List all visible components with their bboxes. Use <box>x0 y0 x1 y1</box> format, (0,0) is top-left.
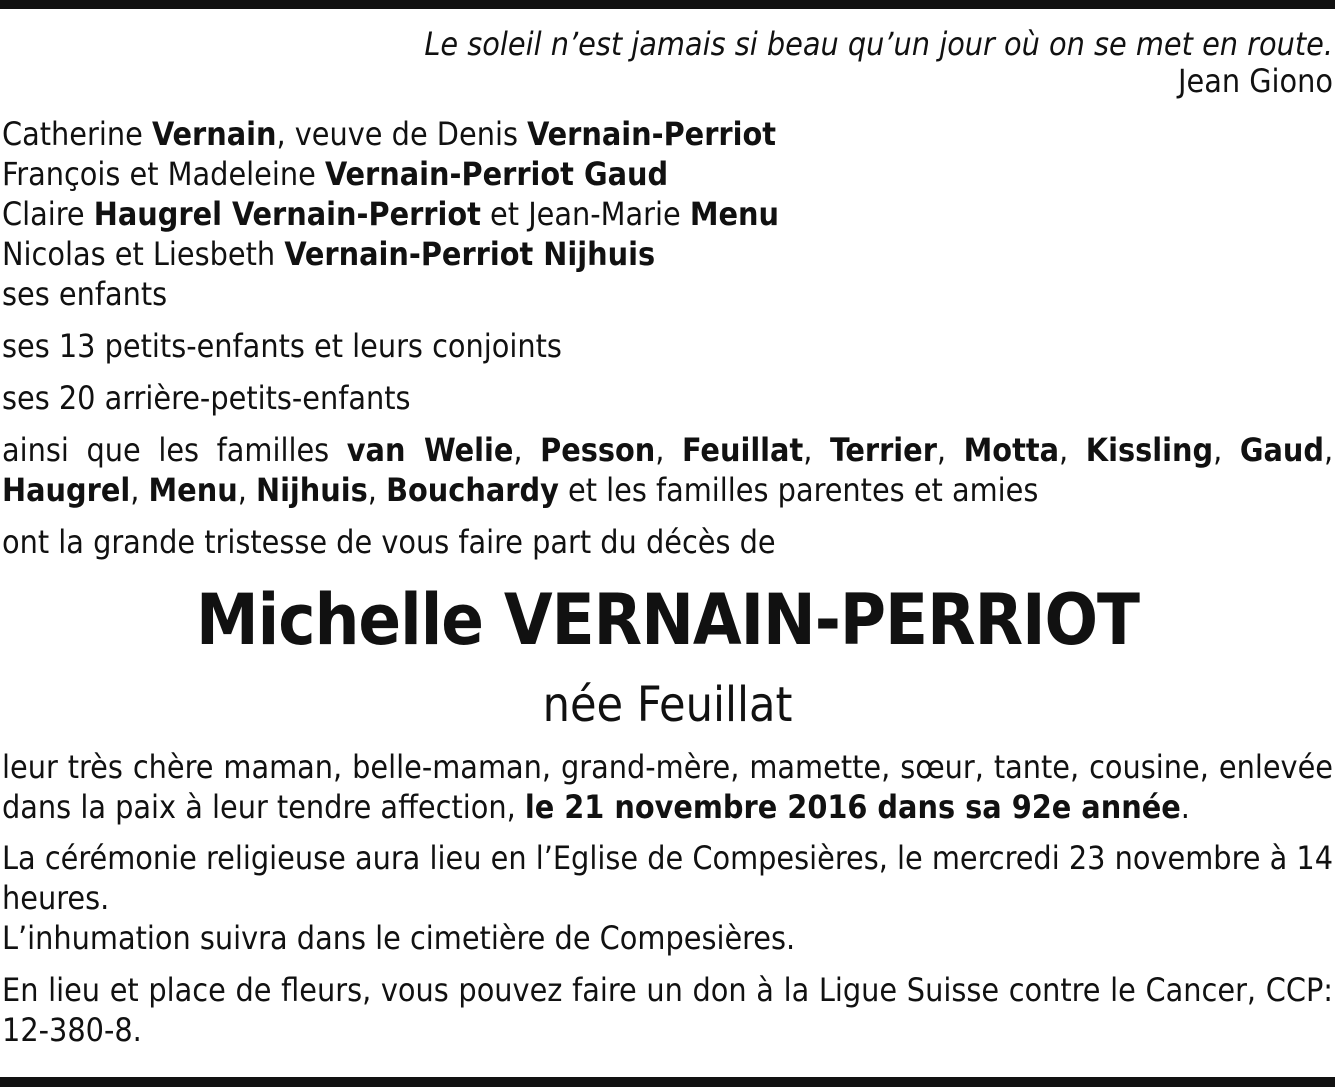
family-surname: Pesson <box>540 431 656 469</box>
text: François et Madeleine <box>2 155 325 193</box>
top-rule <box>0 0 1335 9</box>
announce-line: ont la grande tristesse de vous faire part du décès de <box>2 523 776 561</box>
separator: , <box>1059 431 1086 469</box>
children-label: ses enfants <box>2 275 168 313</box>
deceased-name: Michelle VERNAIN-PERRIOT <box>196 579 1139 661</box>
great-grandchildren-line: ses 20 arrière-petits-enfants <box>2 379 411 417</box>
family-surname: Menu <box>148 471 238 509</box>
surname: Vernain-Perriot <box>527 115 777 153</box>
family-surname: Terrier <box>829 431 937 469</box>
family-surname: van Welie <box>346 431 514 469</box>
family-line-3 <box>2 194 1333 234</box>
separator: , <box>1323 431 1334 469</box>
epigraph-author: Jean Giono <box>1177 62 1333 100</box>
separator: , <box>367 471 387 509</box>
family-surname: Kissling <box>1085 431 1214 469</box>
surname: Vernain <box>151 115 277 153</box>
epigraph <box>424 26 1333 100</box>
bottom-rule <box>0 1077 1335 1087</box>
family-list <box>2 114 1333 314</box>
family-line-1 <box>2 114 1333 154</box>
tribute-paragraph <box>2 747 1333 827</box>
separator: , <box>655 431 683 469</box>
text: Nicolas et Liesbeth <box>2 235 285 273</box>
text: Catherine <box>2 115 152 153</box>
family-surname: Haugrel <box>2 471 131 509</box>
families-paragraph <box>2 430 1333 510</box>
death-date: le 21 novembre 2016 dans sa 92e année <box>524 788 1181 826</box>
surname: Haugrel Vernain-Perriot <box>93 195 481 233</box>
family-surname: Motta <box>963 431 1060 469</box>
separator: , <box>1213 431 1240 469</box>
families-intro: ainsi que les familles <box>2 431 347 469</box>
surname: Vernain-Perriot Nijhuis <box>284 235 656 273</box>
surname: Vernain-Perriot Gaud <box>324 155 669 193</box>
family-line-4 <box>2 234 1333 274</box>
maiden-name: née Feuillat <box>542 677 793 733</box>
separator: , <box>130 471 149 509</box>
family-surname: Gaud <box>1239 431 1324 469</box>
ceremony-paragraph: La cérémonie religieuse aura lieu en l’Eglise de Compesières, le mercredi 23 novembre à 14 heures. <box>2 839 1333 917</box>
tribute-text: leur très chère maman, belle-maman, grand-mère, mamette, sœur, tante, cousine, enlevée dans la paix à leur tendre affection, <box>2 748 1333 826</box>
text: et Jean-Marie <box>480 195 690 233</box>
separator: , <box>513 431 541 469</box>
separator: , <box>936 431 964 469</box>
text: Claire <box>2 195 94 233</box>
surname: Menu <box>689 195 780 233</box>
families-outro: et les familles parentes et amies <box>558 471 1039 509</box>
separator: , <box>237 471 256 509</box>
grandchildren-line: ses 13 petits-enfants et leurs conjoints <box>2 327 562 365</box>
family-surname: Bouchardy <box>386 471 559 509</box>
family-surname: Nijhuis <box>255 471 368 509</box>
burial-line: L’inhumation suivra dans le cimetière de Compesières. <box>2 919 796 957</box>
epigraph-quote: Le soleil n’est jamais si beau qu’un jour où on se met en route. <box>424 25 1333 63</box>
donation-paragraph: En lieu et place de fleurs, vous pouvez faire un don à la Ligue Suisse contre le Cancer, CCP: 12-380-8. <box>2 971 1333 1049</box>
text: , veuve de Denis <box>276 115 528 153</box>
separator: , <box>803 431 830 469</box>
tribute-end: . <box>1180 788 1190 826</box>
family-surname: Feuillat <box>682 431 804 469</box>
family-line-2 <box>2 154 1333 194</box>
